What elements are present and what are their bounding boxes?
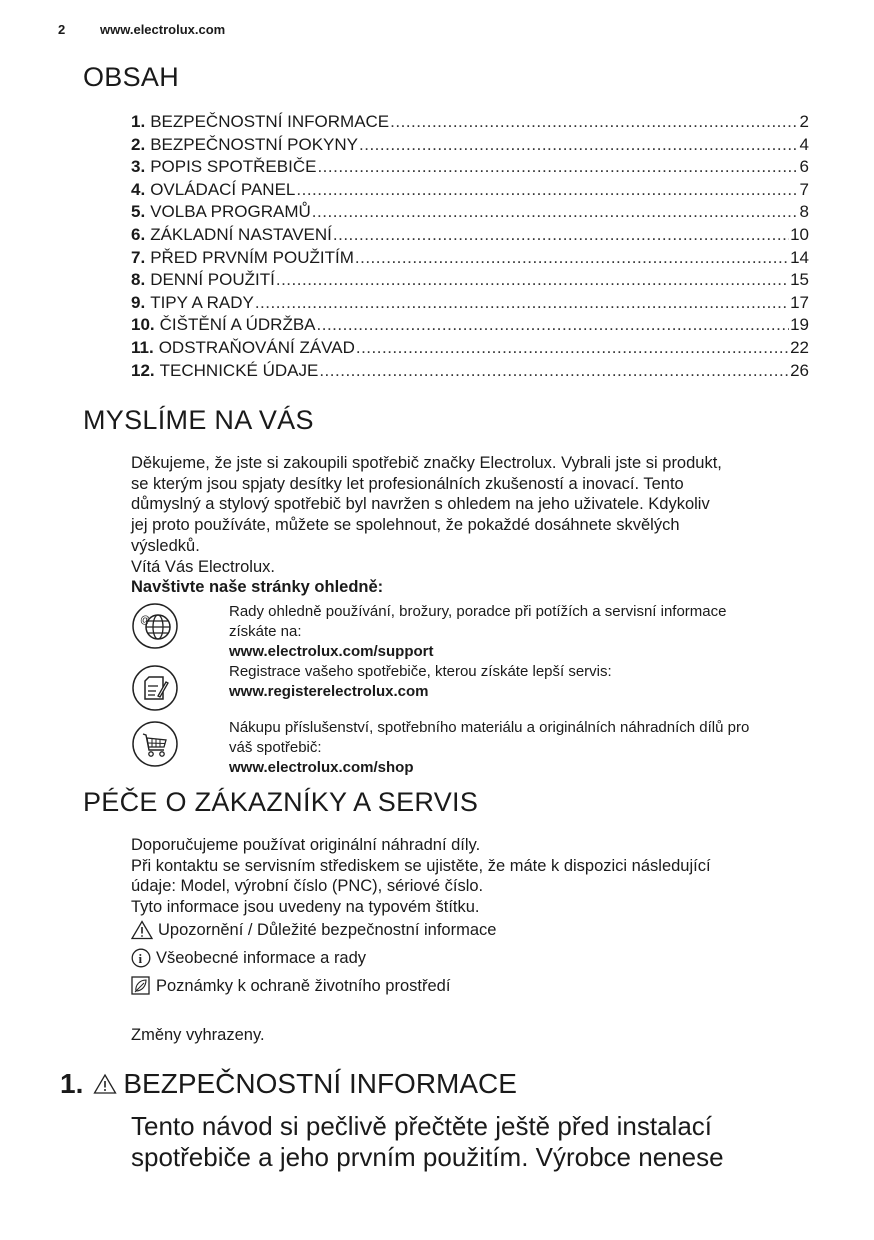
service-title: PÉČE O ZÁKAZNÍKY A SERVIS [83,787,479,817]
toc-leader [317,314,790,337]
thinking-paragraph: Děkujeme, že jste si zakoupili spotřebič značky Electrolux. Vybrali jste si produkt, se kterým jsou spjaty desítky let profesionálních zkušeností a inovací. Tento důmyslný a stylový spotřebič byl navržen s ohledem na jeho uživatele. Kdykoliv jej proto používáte, můžete se spolehnout, že pokaždé dosáhnete skvělých výsledků. Vítá Vás Electrolux. Navštivte naše stránky ohledně: [131,453,821,598]
globe-at-icon [131,602,179,650]
info-icon [131,948,151,968]
service-paragraph: Doporučujeme používat originální náhradní díly. Při kontaktu se servisním střediskem se ujistěte, že máte k dispozici následující údaje: Model, výrobní číslo (PNC), sériové číslo. Tyto informace jsou uvedeny na typovém štítku. [131,836,711,917]
section1-intro: Tento návod si pečlivě přečtěte ještě před instalací spotřebiče a jeho prvním použitím. Výrobce nenese [131,1111,724,1172]
toc-page: 17 [790,292,809,312]
section1-number: 1. [60,1068,84,1099]
toc-page: 14 [790,247,809,267]
toc-label: VOLBA PROGRAMŮ [150,202,311,222]
thinking-title: MYSLÍME NA VÁS [83,405,314,435]
header-site: www.electrolux.com [100,22,226,37]
section1-title: BEZPEČNOSTNÍ INFORMACE [123,1068,517,1099]
toc-leader [355,247,789,270]
legend-environment: Poznámky k ochraně životního prostředí [131,976,450,996]
toc-leader [296,179,798,202]
toc-leader [319,360,789,383]
page-number: 2 [58,22,66,37]
warning-icon [93,1073,117,1095]
toc-item[interactable]: 8. DENNÍ POUŽITÍ ..... 15 [131,269,809,292]
toc-page: 15 [790,270,809,290]
legend-info: i Všeobecné informace a rady [131,948,366,968]
leaf-icon [131,976,151,996]
register-link[interactable]: www.registerelectrolux.com [229,683,429,700]
section1-heading [60,1068,517,1100]
toc-item[interactable]: 1. BEZPEČNOSTNÍ INFORMACE ..... 2 [131,111,809,134]
toc-item[interactable]: 10. ČIŠTĚNÍ A ÚDRŽBA ..... 19 [131,314,809,337]
support-link[interactable]: www.electrolux.com/support [229,643,434,660]
toc-label: POPIS SPOTŘEBIČE [150,157,317,177]
toc-page: 8 [799,202,809,222]
toc-leader [356,337,789,360]
toc-label: BEZPEČNOSTNÍ INFORMACE [150,112,390,131]
shop-link[interactable]: www.electrolux.com/shop [229,759,414,776]
toc-item[interactable]: 5. VOLBA PROGRAMŮ ..... 8 [131,201,809,224]
page-header [58,22,225,37]
toc-label: TIPY A RADY [150,292,254,312]
toc-title: OBSAH [83,62,180,92]
toc-leader [312,201,799,224]
visit-label: Navštivte naše stránky ohledně: [131,578,384,597]
svg-text:@: @ [140,615,151,626]
toc-item[interactable]: 6. ZÁKLADNÍ NASTAVENÍ ..... 10 [131,224,809,247]
toc-item[interactable]: 11. ODSTRAŇOVÁNÍ ZÁVAD ..... 22 [131,337,809,360]
toc-leader [359,134,799,157]
legend-warning: Upozornění / Důležité bezpečnostní informace [131,920,496,940]
toc-label: ČIŠTĚNÍ A ÚDRŽBA [159,315,316,335]
document-pen-icon [131,664,179,712]
changes-reserved: Změny vyhrazeny. [131,1026,265,1044]
toc-page: 6 [799,157,809,177]
toc-leader [390,111,798,134]
toc-page: 2 [799,112,809,131]
toc-label: OVLÁDACÍ PANEL [150,179,296,199]
toc-leader [276,269,789,292]
toc-leader [317,156,798,179]
toc-page: 26 [790,360,809,380]
toc-item[interactable]: 3. POPIS SPOTŘEBIČE ..... 6 [131,156,809,179]
svg-text:i: i [138,951,143,966]
shopping-cart-icon [131,720,179,768]
toc-page: 4 [799,134,809,154]
table-of-contents [131,111,809,382]
toc-item[interactable]: 7. PŘED PRVNÍM POUŽITÍM ..... 14 [131,247,809,270]
toc-leader [255,292,789,315]
toc-page: 22 [790,337,809,357]
warning-icon [131,920,153,940]
toc-label: TECHNICKÉ ÚDAJE [159,360,319,380]
toc-label: ZÁKLADNÍ NASTAVENÍ [150,224,332,244]
toc-label: ODSTRAŇOVÁNÍ ZÁVAD [158,337,355,357]
toc-label: DENNÍ POUŽITÍ [150,270,275,290]
toc-item[interactable]: 9. TIPY A RADY ..... 17 [131,292,809,315]
toc-page: 19 [790,315,809,335]
toc-page: 10 [790,224,809,244]
toc-item[interactable]: 2. BEZPEČNOSTNÍ POKYNY ..... 4 [131,134,809,157]
toc-label: PŘED PRVNÍM POUŽITÍM [150,247,354,267]
toc-item[interactable]: 12. TECHNICKÉ ÚDAJE ..... 26 [131,360,809,383]
toc-page: 7 [799,179,809,199]
toc-label: BEZPEČNOSTNÍ POKYNY [150,134,359,154]
toc-item[interactable]: 4. OVLÁDACÍ PANEL ..... 7 [131,179,809,202]
toc-leader [333,224,789,247]
